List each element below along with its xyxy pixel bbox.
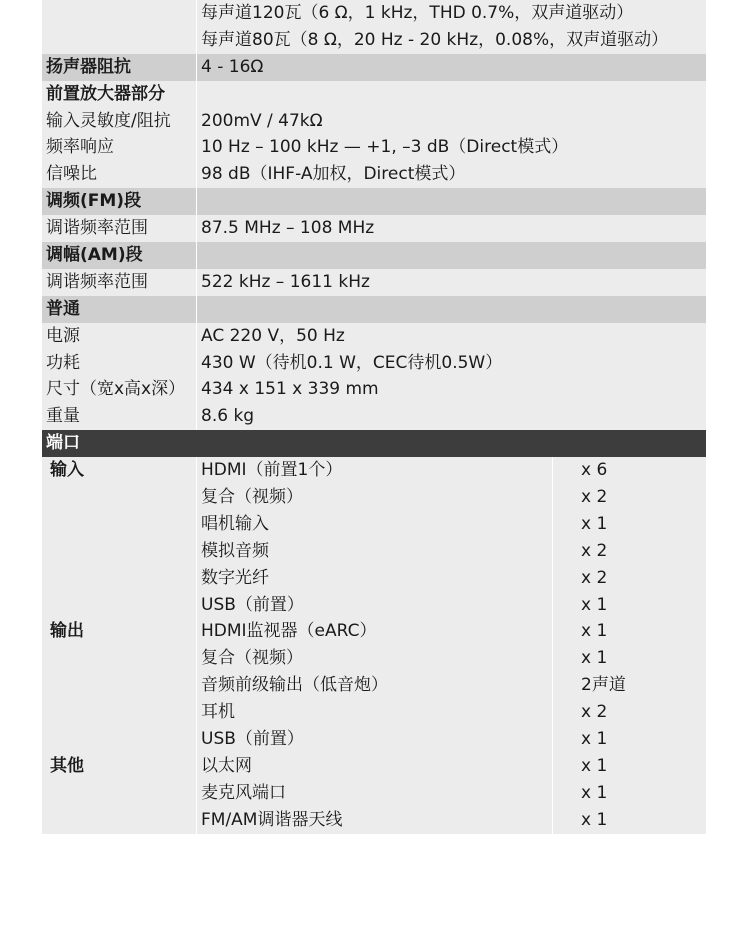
- port-count: x 2: [552, 538, 706, 565]
- port-row: [42, 618, 706, 645]
- port-row: [42, 645, 706, 672]
- port-row: [42, 807, 706, 834]
- spec-row: [42, 376, 706, 403]
- spec-row: [42, 242, 706, 269]
- port-count: x 1: [552, 618, 706, 645]
- port-name: HDMI（前置1个）: [196, 457, 552, 484]
- spec-label: 尺寸（宽x高x深）: [46, 379, 186, 400]
- port-group: [42, 672, 196, 699]
- port-group: [42, 699, 196, 726]
- spec-label: [42, 0, 196, 27]
- port-count: x 1: [552, 807, 706, 834]
- spec-row: [42, 188, 706, 215]
- spec-value: [196, 188, 706, 215]
- spec-value: 522 kHz – 1611 kHz: [196, 269, 706, 296]
- spec-label: 调谐频率范围: [46, 271, 148, 292]
- port-group: 输出: [50, 621, 84, 642]
- spec-value: 430 W（待机0.1 W，CEC待机0.5W）: [196, 350, 706, 377]
- port-name: 耳机: [196, 699, 552, 726]
- port-name: HDMI监视器（eARC）: [196, 618, 552, 645]
- port-name: 音频前级输出（低音炮）: [196, 672, 552, 699]
- port-group: [42, 538, 196, 565]
- spec-value: 4 - 16Ω: [196, 54, 706, 81]
- port-count: x 2: [552, 699, 706, 726]
- port-row: [42, 592, 706, 619]
- spec-row: [42, 296, 706, 323]
- port-row: [42, 699, 706, 726]
- port-group: [42, 484, 196, 511]
- port-name: 复合（视频）: [196, 645, 552, 672]
- port-group: [42, 511, 196, 538]
- spec-row: [42, 81, 706, 108]
- spec-sheet: [42, 0, 706, 834]
- spec-label: 功耗: [46, 352, 80, 373]
- port-count: x 1: [552, 592, 706, 619]
- port-row: [42, 780, 706, 807]
- spec-row: [42, 0, 706, 27]
- port-row: [42, 538, 706, 565]
- spec-label: 输入灵敏度/阻抗: [46, 110, 171, 131]
- spec-table: [42, 0, 706, 430]
- port-group: 其他: [50, 755, 84, 776]
- spec-row: [42, 269, 706, 296]
- port-group: [42, 645, 196, 672]
- port-group: [42, 592, 196, 619]
- spec-label: 信噪比: [46, 164, 97, 185]
- ports-header: 端口: [46, 433, 80, 454]
- spec-value: AC 220 V，50 Hz: [196, 323, 706, 350]
- port-row: [42, 672, 706, 699]
- port-count: x 1: [552, 780, 706, 807]
- port-name: USB（前置）: [196, 592, 552, 619]
- port-row: [42, 484, 706, 511]
- spec-value: 200mV / 47kΩ: [196, 108, 706, 135]
- spec-value: 87.5 MHz – 108 MHz: [196, 215, 706, 242]
- port-name: 复合（视频）: [196, 484, 552, 511]
- port-name: 数字光纤: [196, 565, 552, 592]
- port-count: x 1: [552, 645, 706, 672]
- spec-value: 8.6 kg: [196, 403, 706, 430]
- spec-label: 调谐频率范围: [46, 218, 148, 239]
- ports-header-row: [42, 430, 706, 457]
- section-heading: 前置放大器部分: [46, 83, 165, 104]
- spec-value: [196, 81, 706, 108]
- spec-value: 434 x 151 x 339 mm: [196, 376, 706, 403]
- port-group: [42, 780, 196, 807]
- spec-label: [42, 27, 196, 54]
- port-name: 以太网: [196, 753, 552, 780]
- spec-row: [42, 403, 706, 430]
- section-heading: 扬声器阻抗: [46, 56, 131, 77]
- port-name: 模拟音频: [196, 538, 552, 565]
- spec-value: [196, 242, 706, 269]
- port-count: x 1: [552, 726, 706, 753]
- ports-table: [42, 457, 706, 833]
- port-group: [42, 565, 196, 592]
- spec-row: [42, 134, 706, 161]
- port-name: 唱机输入: [196, 511, 552, 538]
- spec-value: 10 Hz – 100 kHz — +1, –3 dB（Direct模式）: [196, 134, 706, 161]
- port-name: 麦克风端口: [196, 780, 552, 807]
- port-group: [42, 807, 196, 834]
- port-name: USB（前置）: [196, 726, 552, 753]
- spec-value: 98 dB（IHF-A加权，Direct模式）: [196, 161, 706, 188]
- port-count: x 1: [552, 753, 706, 780]
- spec-row: [42, 323, 706, 350]
- port-group: [42, 726, 196, 753]
- spec-row: [42, 27, 706, 54]
- spec-row: [42, 161, 706, 188]
- spec-row: [42, 54, 706, 81]
- spec-label: 频率响应: [46, 137, 114, 158]
- spec-row: [42, 350, 706, 377]
- port-count: x 1: [552, 511, 706, 538]
- spec-value: 每声道120瓦（6 Ω，1 kHz，THD 0.7%，双声道驱动）: [196, 0, 706, 27]
- section-heading: 普通: [46, 298, 80, 319]
- port-row: [42, 753, 706, 780]
- port-count: x 6: [552, 457, 706, 484]
- port-name: FM/AM调谐器天线: [196, 807, 552, 834]
- section-heading: 调幅(AM)段: [46, 245, 143, 266]
- spec-value: [196, 296, 706, 323]
- port-group: 输入: [50, 460, 84, 481]
- port-row: [42, 726, 706, 753]
- port-row: [42, 565, 706, 592]
- section-heading: 调频(FM)段: [46, 191, 142, 212]
- spec-label: 重量: [46, 406, 80, 427]
- spec-row: [42, 108, 706, 135]
- port-count: 2声道: [552, 672, 706, 699]
- port-row: [42, 457, 706, 484]
- port-row: [42, 511, 706, 538]
- port-count: x 2: [552, 565, 706, 592]
- spec-row: [42, 215, 706, 242]
- spec-label: 电源: [46, 325, 80, 346]
- spec-value: 每声道80瓦（8 Ω，20 Hz - 20 kHz，0.08%，双声道驱动）: [196, 27, 706, 54]
- port-count: x 2: [552, 484, 706, 511]
